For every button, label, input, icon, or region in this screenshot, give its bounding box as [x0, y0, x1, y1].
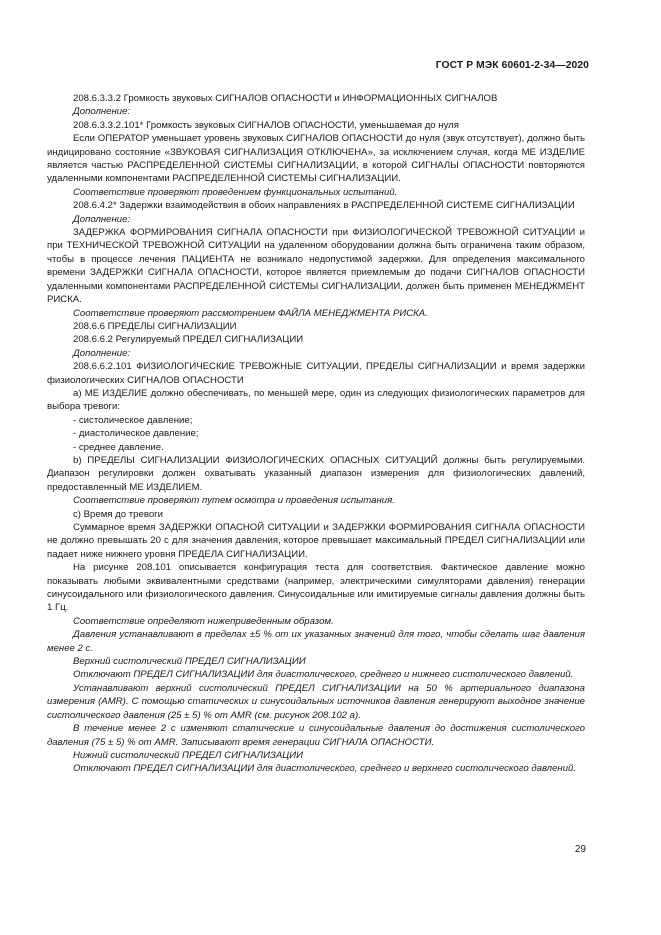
paragraph: а) МЕ ИЗДЕЛИЕ должно обеспечивать, по меньшей мере, один из следующих физиологических параметров для выбора тревоги: — [47, 387, 585, 413]
paragraph: Дополнение: — [73, 347, 131, 359]
list-item: - диастолическое давление; — [73, 428, 199, 440]
page-number: 29 — [574, 844, 586, 855]
paragraph: Соответствие проверяют проведением функциональных испытаний. — [73, 186, 398, 198]
paragraph: 208.6.3.3.2 Громкость звуковых СИГНАЛОВ ОПАСНОСТИ и ИНФОРМАЦИОННЫХ СИГНАЛОВ — [73, 93, 498, 104]
paragraph: b) ПРЕДЕЛЫ СИГНАЛИЗАЦИИ ФИЗИОЛОГИЧЕСКИХ ОПАСНЫХ СИТУАЦИЙ должны быть регулируемыми. Диапазон регулировки должен охватывать указанный диапазон измерения для физиологических давлений, предоставленный МЕ ИЗДЕЛИЕМ. — [47, 454, 585, 493]
paragraph: Соответствие определяют нижеприведенным образом. — [73, 615, 334, 627]
document-header: ГОСТ Р МЭК 60601-2-34—2020 — [435, 60, 589, 71]
paragraph: Давления устанавливают в пределах ±5 % от их указанных значений для того, чтобы сделать шаг давления менее 2 с. — [47, 629, 585, 654]
paragraph: Верхний систолический ПРЕДЕЛ СИГНАЛИЗАЦИИ — [73, 656, 306, 668]
paragraph: Нижний систолический ПРЕДЕЛ СИГНАЛИЗАЦИИ — [73, 749, 303, 761]
paragraph: 208.6.6.2.101 ФИЗИОЛОГИЧЕСКИЕ ТРЕВОЖНЫЕ СИТУАЦИИ, ПРЕДЕЛЫ СИГНАЛИЗАЦИИ и время задержки физиологических СИГНАЛОВ ОПАСНОСТИ — [47, 361, 585, 386]
paragraph: Если ОПЕРАТОР уменьшает уровень звуковых СИГНАЛОВ ОПАСНОСТИ до нуля (звук отсутствует), должно быть индицировано состояние «ЗВУКОВАЯ СИГНАЛИЗАЦИЯ ОТКЛЮЧЕНА», за исключением случая, когда МЕ ИЗДЕЛИЕ является частью РАСПРЕДЕЛЕННОЙ СИСТЕМЫ СИГНАЛИЗАЦИИ, в которой СИГНАЛЫ ОПАСНОСТИ повторяются удаленными компонентами РАСПРЕДЕЛЕННОЙ СИСТЕМЫ СИГНАЛИЗАЦИИ. — [47, 133, 585, 185]
paragraph: 208.6.6.2 Регулируемый ПРЕДЕЛ СИГНАЛИЗАЦИИ — [73, 334, 304, 346]
document-body — [47, 92, 585, 776]
paragraph: с) Время до тревоги — [73, 508, 164, 520]
paragraph: ЗАДЕРЖКА ФОРМИРОВАНИЯ СИГНАЛА ОПАСНОСТИ при ФИЗИОЛОГИЧЕСКОЙ ТРЕВОЖНОЙ СИТУАЦИИ и при ТЕХНИЧЕСКОЙ ТРЕВОЖНОЙ СИТУАЦИИ на удаленном оборудовании должна быть ограничена таким образом, чтобы в процессе лечения ПАЦИЕНТА не возникало недопустимой задержки. Для определения максимального времени ЗАДЕРЖКИ СИГНАЛА ОПАСНОСТИ, которое является приемлемым до подачи СИГНАЛОВ ОПАСНОСТИ удаленными компонентами РАСПРЕДЕЛЕННОЙ СИСТЕМЫ СИГНАЛИЗАЦИИ, должен быть применен МЕНЕДЖМЕНТ РИСКА. — [47, 227, 585, 306]
paragraph: Отключают ПРЕДЕЛ СИГНАЛИЗАЦИИ для диастолического, среднего и верхнего систолического давлений. — [73, 763, 577, 775]
paragraph: 208.6.3.3.2.101* Громкость звуковых СИГНАЛОВ ОПАСНОСТИ, уменьшаемая до нуля — [73, 119, 459, 131]
paragraph: Дополнение: — [73, 106, 131, 118]
paragraph: В течение менее 2 с изменяют статические и синусоидальные давления до достижения систолического давления (75 ± 5) % от AMR. Записывают время генерации СИГНАЛА ОПАСНОСТИ. — [47, 723, 585, 748]
list-item: - среднее давление. — [73, 441, 164, 453]
paragraph: 208.6.4.2* Задержки взаимодействия в обоих направлениях в РАСПРЕДЕЛЕННОЙ СИСТЕМЕ СИГНАЛИЗАЦИИ — [73, 200, 575, 212]
paragraph: Соответствие проверяют путем осмотра и проведения испытания. — [73, 495, 395, 507]
list-item: - систолическое давление; — [73, 414, 193, 426]
paragraph: Отключают ПРЕДЕЛ СИГНАЛИЗАЦИИ для диастолического, среднего и нижнего систолического давлений. — [73, 669, 574, 681]
paragraph: Дополнение: — [73, 213, 131, 225]
paragraph: Устанавливают верхний систолический ПРЕДЕЛ СИГНАЛИЗАЦИИ на 50 % артериального диапазона измерения (AMR). С помощью статических и синусоидальных источников давления генерируют выходное значение систолического давления (25 ± 5) % от AMR (см. рисунок 208.102 а). — [47, 682, 585, 721]
paragraph: Суммарное время ЗАДЕРЖКИ ОПАСНОЙ СИТУАЦИИ и ЗАДЕРЖКИ ФОРМИРОВАНИЯ СИГНАЛА ОПАСНОСТИ не должно превышать 20 с для значения давления, которое превышает максимальный ПРЕДЕЛ СИГНАЛИЗАЦИИ или падает ниже нижнего уровня ПРЕДЕЛА СИГНАЛИЗАЦИИ. — [47, 522, 585, 560]
paragraph: Соответствие проверяют рассмотрением ФАЙЛА МЕНЕДЖМЕНТА РИСКА. — [73, 307, 428, 319]
paragraph: На рисунке 208.101 описывается конфигурация теста для соответствия. Фактическое давление можно показывать любыми эквивалентными средствами (например, электрическими симуляторами давления) генерации синусоидального или физиологического давления. Синусоидальные или имитируемые сигналы давления должны быть 1 Гц. — [47, 562, 585, 614]
paragraph: 208.6.6 ПРЕДЕЛЫ СИГНАЛИЗАЦИИ — [73, 320, 237, 332]
